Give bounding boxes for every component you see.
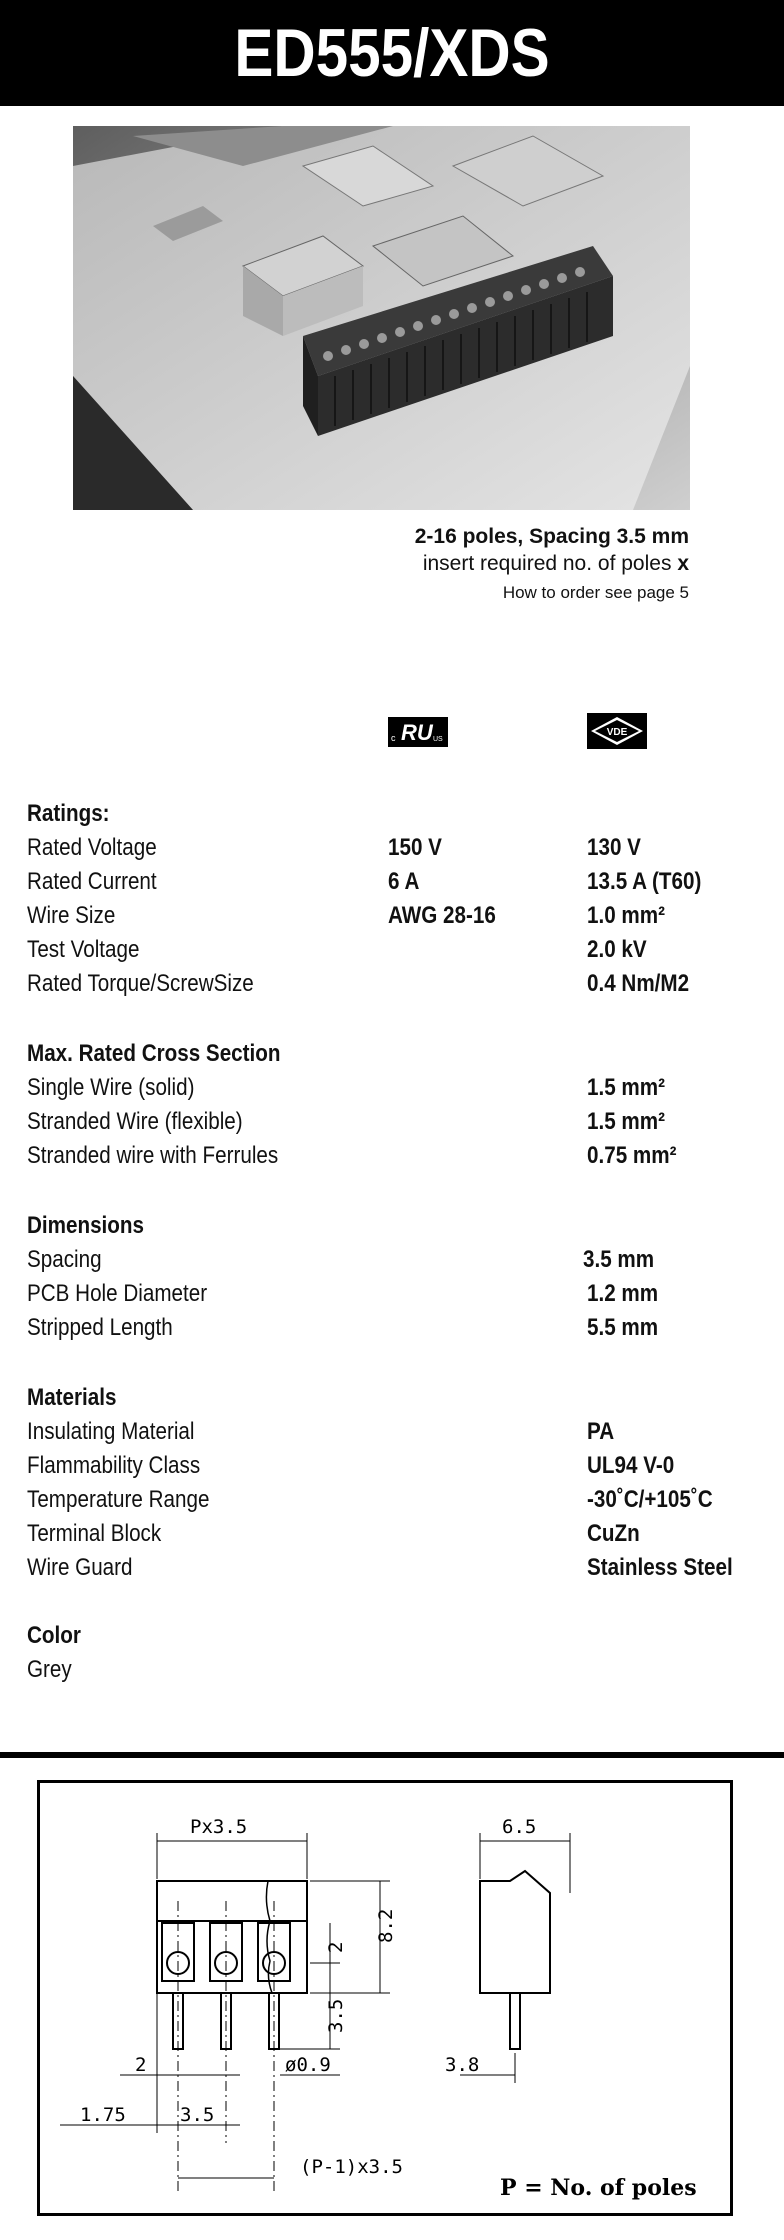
svg-text:6.5: 6.5 <box>502 1816 537 1838</box>
spec-value-ul: 6 A <box>388 868 420 895</box>
insert-poles-note: insert required no. of poles x <box>422 552 689 575</box>
spec-label: Terminal Block <box>27 1520 162 1547</box>
cross-section-heading: Max. Rated Cross Section <box>27 1040 281 1067</box>
spec-value-vde: 2.0 kV <box>587 936 647 963</box>
svg-text:2: 2 <box>325 1941 347 1953</box>
dimension-drawing <box>37 1780 733 2216</box>
section-divider <box>0 1752 784 1758</box>
ratings-heading: Ratings: <box>27 800 110 827</box>
spec-label: PCB Hole Diameter <box>27 1280 208 1307</box>
spec-label: Stranded Wire (flexible) <box>27 1108 243 1135</box>
spec-label: Test Voltage <box>27 936 140 963</box>
spec-value-vde: -30˚C/+105˚C <box>587 1486 713 1513</box>
product-title: ED555/XDS <box>234 15 550 91</box>
spec-value-vde: 1.2 mm <box>587 1280 659 1307</box>
vde-approval-logo <box>587 709 647 758</box>
spec-label: Rated Voltage <box>27 834 157 861</box>
svg-text:ø0.9: ø0.9 <box>285 2054 331 2076</box>
svg-text:c: c <box>391 733 396 743</box>
svg-text:(P-1)x3.5: (P-1)x3.5 <box>300 2156 403 2178</box>
spec-value-vde: 1.5 mm² <box>587 1108 666 1135</box>
svg-text:Px3.5: Px3.5 <box>190 1816 248 1838</box>
svg-text:3.8: 3.8 <box>445 2054 480 2076</box>
svg-text:VDE: VDE <box>606 727 628 738</box>
spec-label: Stripped Length <box>27 1314 173 1341</box>
spec-label: Wire Size <box>27 902 116 929</box>
spec-value-vde: PA <box>587 1418 615 1445</box>
spec-label: Rated Current <box>27 868 157 895</box>
spec-value-vde: CuZn <box>587 1520 640 1547</box>
ul-approval-logo <box>388 713 448 756</box>
color-heading: Color <box>27 1622 81 1649</box>
spec-value-vde: 0.75 mm² <box>587 1142 677 1169</box>
spec-value-vde: 1.5 mm² <box>587 1074 666 1101</box>
product-photo <box>73 126 690 510</box>
svg-text:RU: RU <box>401 720 433 745</box>
spec-value-vde: Stainless Steel <box>587 1554 733 1581</box>
terminal-block-photo-illustration <box>73 126 690 510</box>
spec-value-ul: 150 V <box>388 834 442 861</box>
spec-value-vde: 1.0 mm² <box>587 902 666 929</box>
spec-label: Flammability Class <box>27 1452 201 1479</box>
materials-heading: Materials <box>27 1384 117 1411</box>
spec-label: Single Wire (solid) <box>27 1074 195 1101</box>
dimensions-heading: Dimensions <box>27 1212 144 1239</box>
spec-value-vde: 130 V <box>587 834 641 861</box>
color-value: Grey <box>27 1656 72 1683</box>
spec-value-vde: 0.4 Nm/M2 <box>587 970 690 997</box>
spec-value-ul: AWG 28-16 <box>388 902 496 929</box>
svg-text:8.2: 8.2 <box>375 1908 397 1943</box>
poles-spacing-note: 2-16 poles, Spacing 3.5 mm <box>414 525 689 548</box>
spec-value-vde: 3.5 mm <box>583 1246 655 1273</box>
spec-label: Stranded wire with Ferrules <box>27 1142 279 1169</box>
spec-label: Rated Torque/ScrewSize <box>27 970 254 997</box>
spec-label: Temperature Range <box>27 1486 210 1513</box>
svg-text:3.5: 3.5 <box>180 2104 215 2126</box>
svg-text:US: US <box>433 736 443 743</box>
technical-drawing <box>40 1783 730 2213</box>
svg-text:2: 2 <box>135 2054 147 2076</box>
spec-label: Wire Guard <box>27 1554 133 1581</box>
poles-placeholder-mark: x <box>677 552 689 575</box>
spec-label: Spacing <box>27 1246 102 1273</box>
spec-value-vde: 5.5 mm <box>587 1314 659 1341</box>
order-reference-note: How to order see page 5 <box>502 583 689 602</box>
spec-label: Insulating Material <box>27 1418 195 1445</box>
svg-text:1.75: 1.75 <box>80 2104 126 2126</box>
svg-text:3.5: 3.5 <box>325 1998 347 2033</box>
spec-value-vde: UL94 V-0 <box>587 1452 675 1479</box>
svg-text:P = No. of poles: P = No. of poles <box>500 2175 697 2201</box>
title-bar <box>0 0 784 106</box>
spec-value-vde: 13.5 A (T60) <box>587 868 702 895</box>
